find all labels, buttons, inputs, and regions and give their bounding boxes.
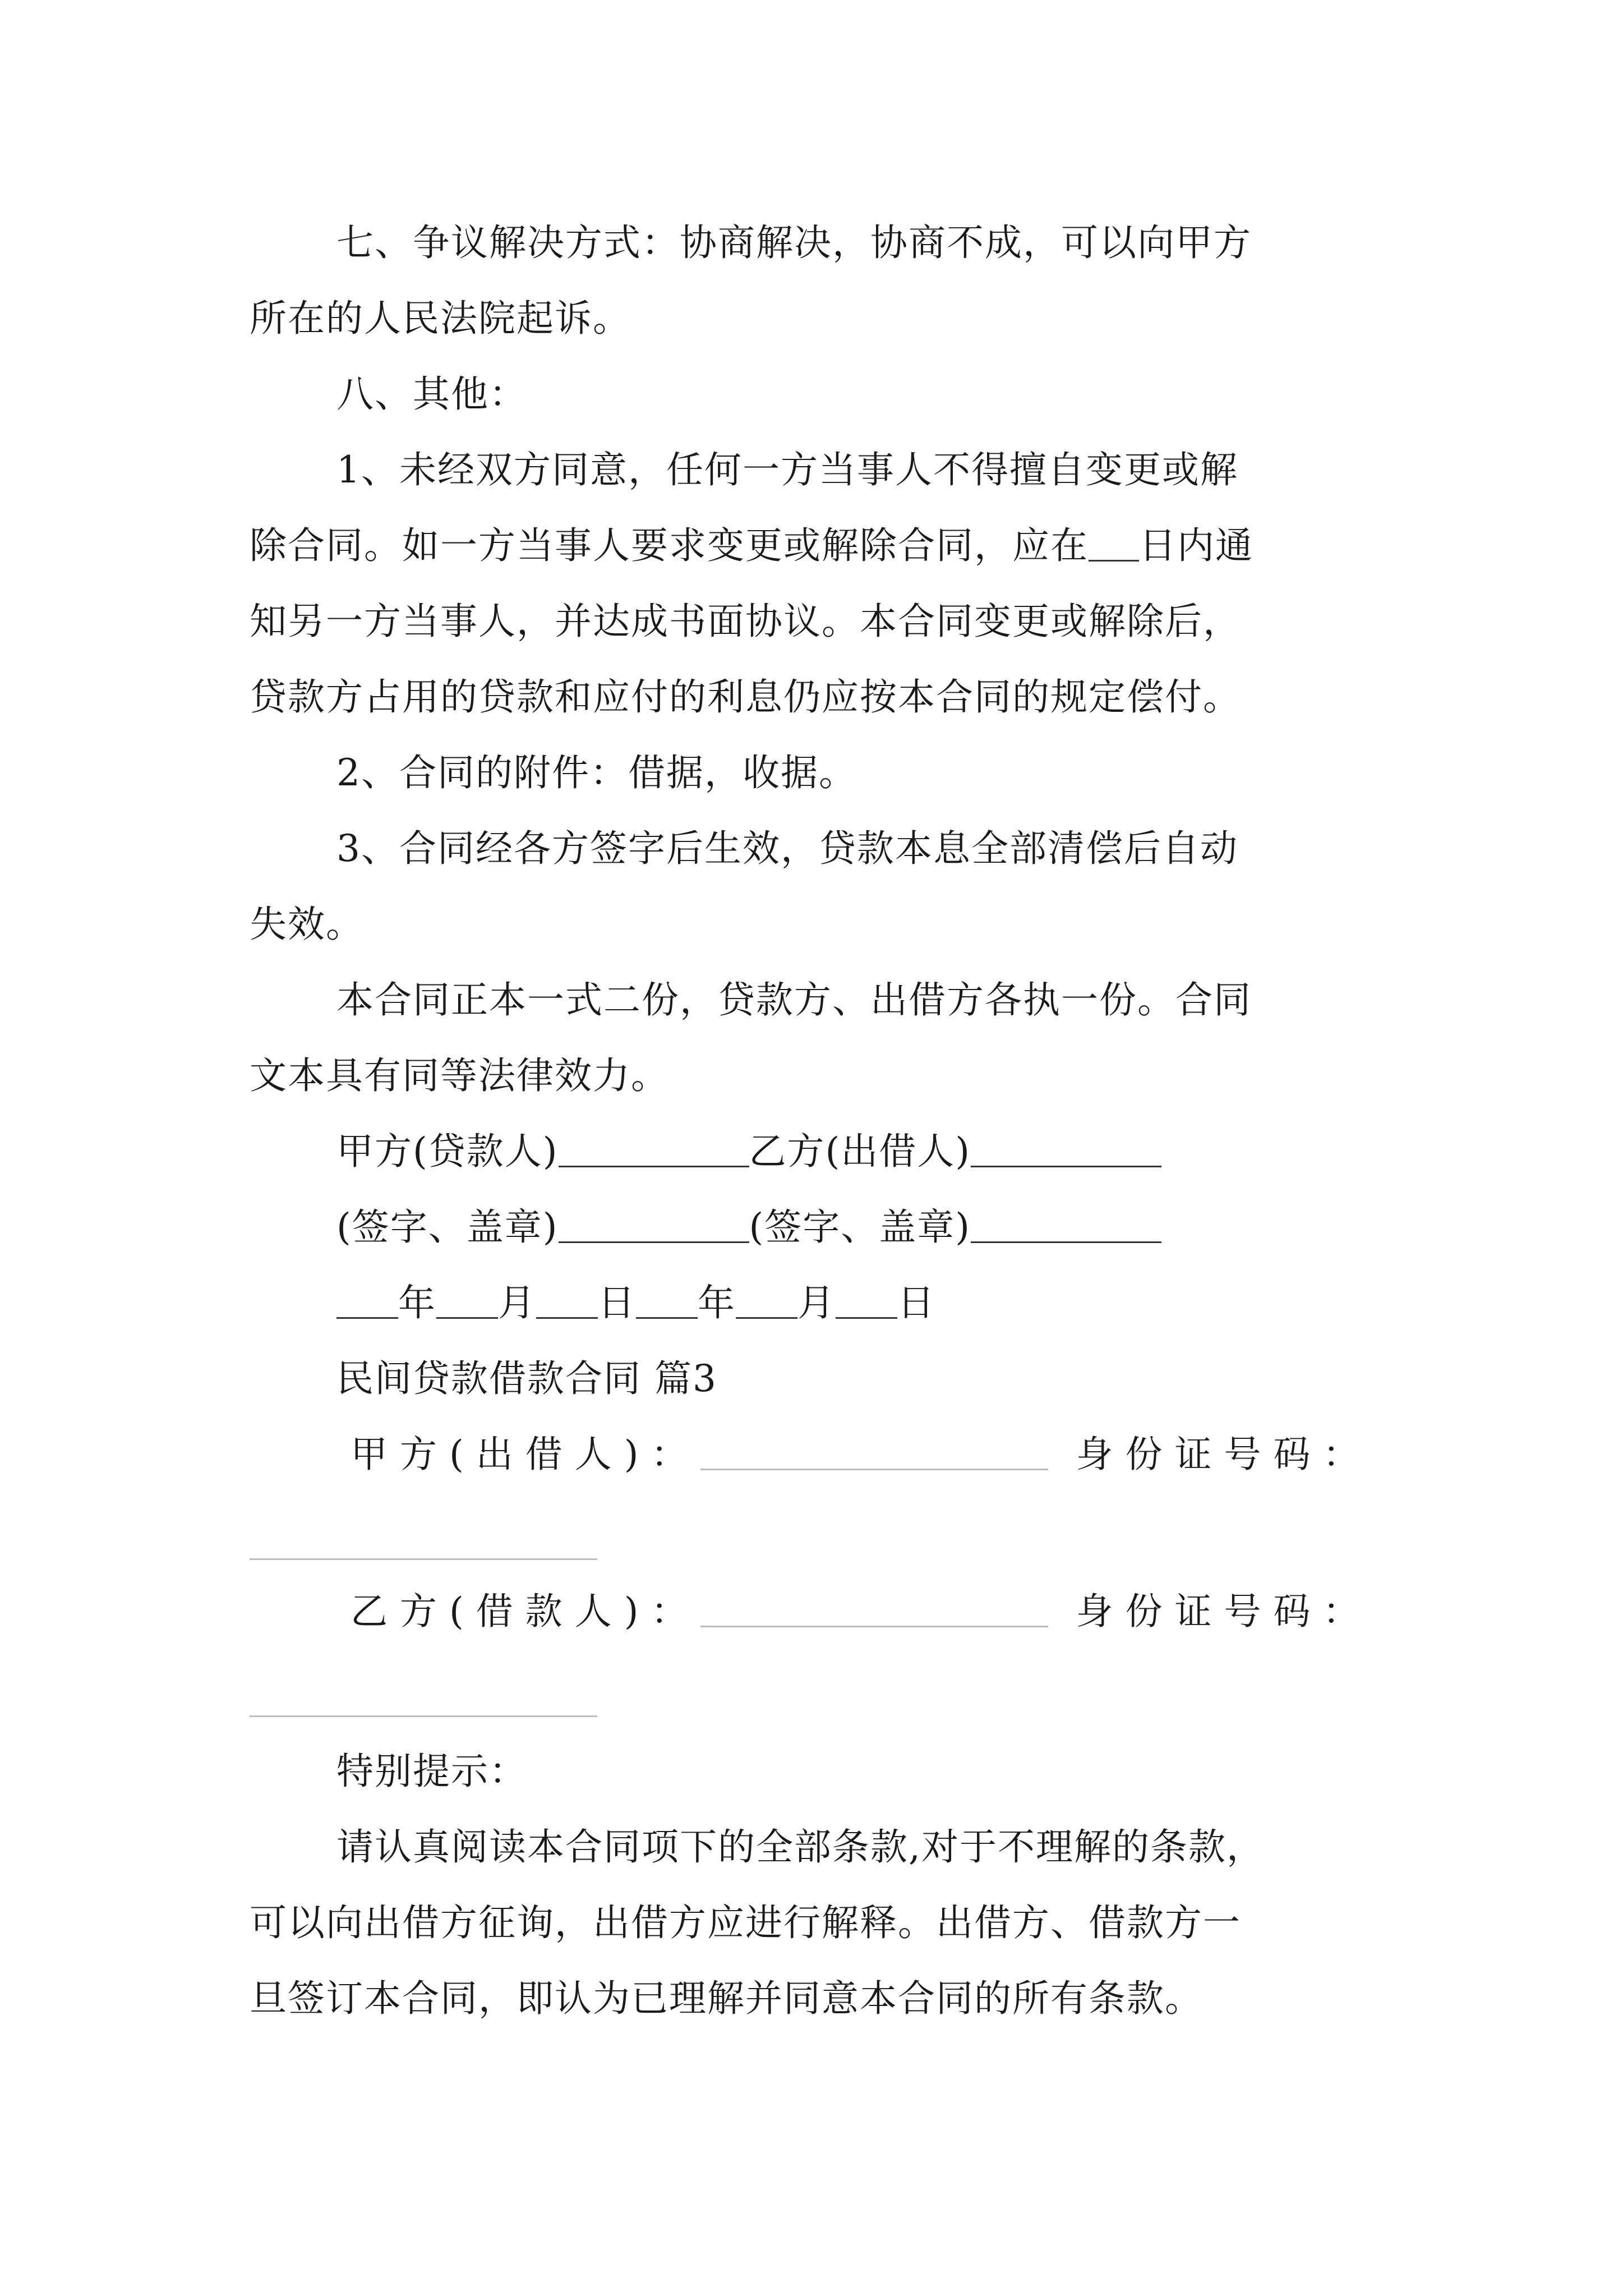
day-blank-b [836,1317,897,1319]
party-a-id-blank [250,1558,597,1560]
year-label-b: 年 [698,1281,736,1324]
seal-b-label: (签字、盖章) [749,1205,971,1249]
party-a-id-label: 身份证号码： [1076,1433,1372,1476]
clause-8-2: 2、合同的附件：借据，收据。 [336,751,857,794]
clause-8-3-line-2: 失效。 [250,903,364,946]
party-a-lender-label: 甲方(出借人)： [351,1433,700,1476]
clause-8-heading: 八、其他： [336,372,527,416]
month-blank-b [736,1317,797,1319]
notice-heading: 特别提示： [336,1750,527,1793]
day-label-a: 日 [598,1281,636,1324]
year-blank-b [636,1317,698,1319]
seal-b-blank [971,1241,1161,1243]
clause-8-3-line-1: 3、合同经各方签字后生效，贷款本息全部清偿后自动 [336,827,1238,870]
year-label-a: 年 [398,1281,436,1324]
seal-a-label: (签字、盖章) [336,1205,559,1249]
clause-8-1-line-2-tail: 日内通 [1139,524,1253,567]
day-blank-a [536,1317,598,1319]
party-a-lender-label: 甲方(贷款人) [336,1130,559,1173]
clause-8-1-line-2 [250,524,1253,567]
party-b-name-blank [700,1625,1048,1627]
party-b-label: 乙方(出借人) [749,1130,971,1173]
party-b-row [351,1590,1372,1633]
month-label-b: 月 [797,1281,836,1324]
party-a-signature-blank [559,1165,749,1167]
date-row [336,1281,935,1324]
party-a-row [351,1433,1372,1476]
copies-line-1: 本合同正本一式二份，贷款方、出借方各执一份。合同 [336,978,1252,1022]
clause-7-line-2: 所在的人民法院起诉。 [250,297,631,340]
month-label-a: 月 [498,1281,536,1324]
days-blank [1089,559,1139,562]
party-b-signature-blank [971,1165,1161,1167]
party-b-borrower-label: 乙方(借款人)： [351,1590,700,1633]
notice-line-3: 旦签订本合同，即认为已理解并同意本合同的所有条款。 [250,1977,1203,2020]
day-label-b: 日 [897,1281,935,1324]
clause-8-1-line-3: 知另一方当事人，并达成书面协议。本合同变更或解除后， [250,600,1241,643]
party-a-name-blank [700,1468,1048,1470]
clause-8-1-line-4: 贷款方占用的贷款和应付的利息仍应按本合同的规定偿付。 [250,675,1241,719]
clause-8-1-line-1: 1、未经双方同意，任何一方当事人不得擅自变更或解 [336,448,1238,491]
section-title: 民间贷款借款合同 篇3 [336,1357,717,1400]
notice-line-2: 可以向出借方征询，出借方应进行解释。出借方、借款方一 [250,1901,1241,1944]
copies-line-2: 文本具有同等法律效力。 [250,1054,669,1097]
party-b-id-label: 身份证号码： [1076,1590,1372,1633]
seal-row [336,1205,1161,1249]
month-blank-a [436,1317,498,1319]
signature-row [336,1130,1161,1173]
seal-a-blank [559,1241,749,1243]
year-blank-a [336,1317,398,1319]
party-b-id-blank [250,1715,597,1717]
clause-8-1-line-2-text: 除合同。如一方当事人要求变更或解除合同，应在 [250,524,1089,567]
notice-line-1: 请认真阅读本合同项下的全部条款,对于不理解的条款， [336,1825,1265,1869]
clause-7-line-1: 七、争议解决方式：协商解决，协商不成，可以向甲方 [336,221,1252,264]
